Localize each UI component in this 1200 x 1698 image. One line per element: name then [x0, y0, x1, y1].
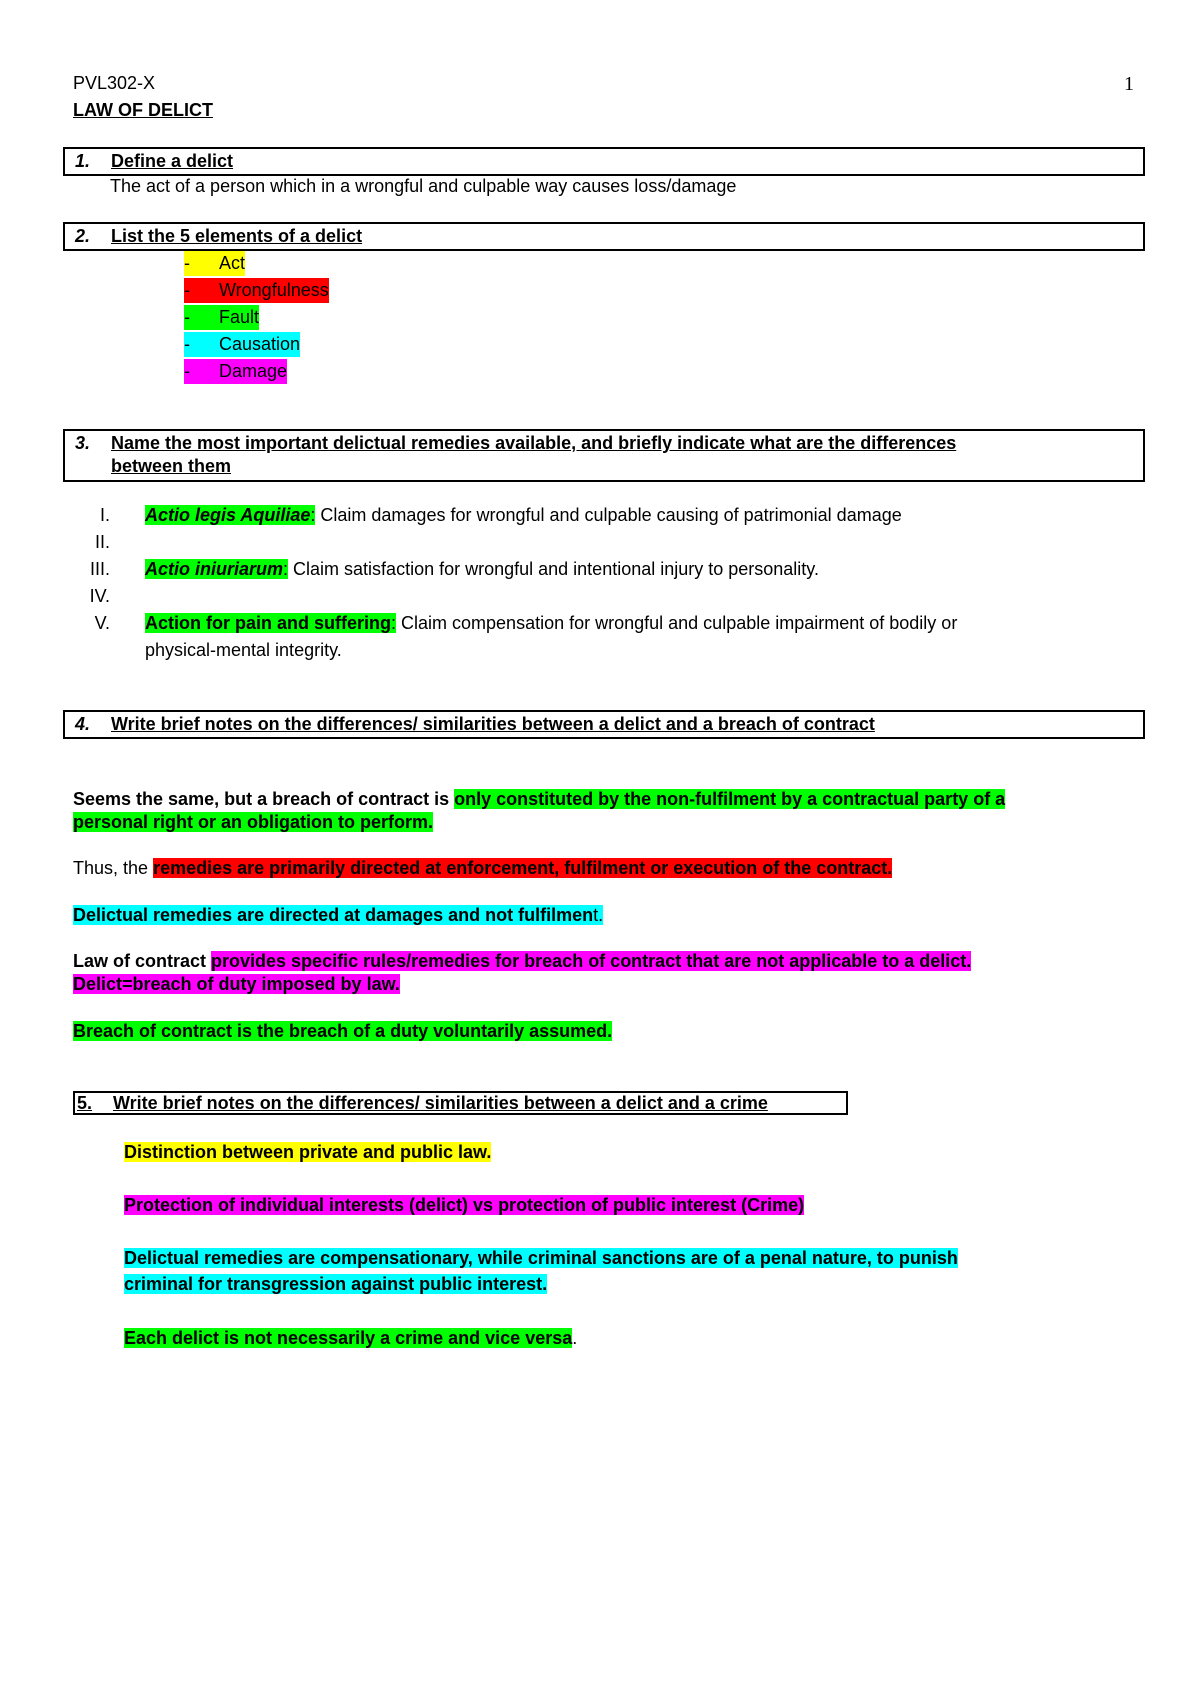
highlighted-text: only constituted by the non-fulfilment by a contractual party of a — [454, 789, 1006, 809]
roman-numeral: III. — [89, 559, 110, 579]
paragraph-delictual-remedies — [73, 904, 1133, 927]
highlighted-text-tail: t. — [593, 905, 604, 925]
roman-numeral: IV. — [89, 586, 110, 606]
question-number: 4. — [75, 714, 91, 734]
question-number: 5. — [77, 1093, 93, 1113]
highlighted-text: Protection of individual interests (delict) vs protection of public interest (Crime) — [124, 1195, 805, 1215]
list-bullet: - — [184, 307, 190, 327]
question-1-box — [63, 147, 1145, 176]
remedy-iniuriarum — [145, 556, 819, 583]
question-text: Define a delict — [111, 151, 234, 171]
paragraph-remedies-enforcement — [73, 857, 1133, 880]
question-3-box — [63, 429, 1145, 482]
highlighted-text: Delictual remedies are compensationary, while criminal sanctions are of a penal nature, to punish — [124, 1248, 958, 1268]
remedy-sep: : — [283, 559, 289, 579]
roman-numeral: I. — [99, 505, 110, 525]
paragraph-compensation-vs-penal — [124, 1245, 1124, 1297]
list-bullet: - — [184, 280, 190, 300]
element-item-causation — [184, 332, 300, 357]
question-number: 3. — [75, 433, 91, 453]
course-code: PVL302-X — [73, 73, 156, 93]
element-item-wrongfulness — [184, 278, 329, 303]
highlighted-text: provides specific rules/remedies for breach of contract that are not applicable to a delict. — [211, 951, 972, 971]
plain-text: Law of contract — [73, 951, 207, 971]
list-bullet: - — [184, 334, 190, 354]
remedy-aquiliae — [145, 502, 902, 529]
roman-numeral: II. — [94, 532, 110, 552]
roman-numeral: V. — [94, 613, 110, 633]
highlighted-text: Breach of contract is the breach of a duty voluntarily assumed. — [73, 1021, 613, 1041]
highlighted-text: criminal for transgression against public interest. — [124, 1274, 548, 1294]
remedy-sep: : — [391, 613, 397, 633]
highlighted-text: personal right or an obligation to perform. — [73, 812, 434, 832]
remedy-text-continuation: physical-mental integrity. — [145, 640, 342, 660]
element-item-act — [184, 251, 245, 276]
document-title: LAW OF DELICT — [73, 100, 213, 120]
question-number: 2. — [75, 226, 91, 246]
highlighted-text: Delict=breach of duty imposed by law. — [73, 974, 400, 994]
highlighted-text: remedies are primarily directed at enforcement, fulfilment or execution of the contract. — [153, 858, 893, 878]
remedy-sep: : — [310, 505, 316, 525]
question-2-box — [63, 222, 1145, 251]
paragraph-breach-definition — [73, 788, 1133, 834]
paragraph-breach-voluntary — [73, 1020, 1133, 1043]
remedy-text: Claim satisfaction for wrongful and intentional injury to personality. — [293, 559, 819, 579]
remedy-text: Claim damages for wrongful and culpable causing of patrimonial damage — [320, 505, 902, 525]
question-text-line2: between them — [111, 456, 232, 476]
paragraph-interests — [124, 1192, 1124, 1218]
paragraph-law-of-contract — [73, 950, 1133, 996]
question-5-box — [73, 1091, 848, 1115]
list-bullet: - — [184, 253, 190, 273]
plain-text: Seems the same, but a breach of contract is — [73, 789, 450, 809]
highlighted-text: Delictual remedies are directed at damages and not fulfilmen — [73, 905, 594, 925]
delict-definition: The act of a person which in a wrongful and culpable way causes loss/damage — [110, 176, 737, 196]
page-number: 1 — [1124, 73, 1134, 95]
question-text: List the 5 elements of a delict — [111, 226, 363, 246]
element-label: Wrongfulness — [219, 280, 329, 300]
highlighted-text: Each delict is not necessarily a crime and vice versa — [124, 1328, 573, 1348]
highlighted-text: Distinction between private and public law. — [124, 1142, 492, 1162]
element-label: Causation — [219, 334, 301, 354]
remedy-title: Actio legis Aquiliae — [145, 505, 311, 525]
element-item-fault — [184, 305, 259, 330]
plain-text: Thus, the — [73, 858, 149, 878]
list-bullet: - — [184, 361, 190, 381]
element-label: Act — [219, 253, 246, 273]
remedy-title: Action for pain and suffering — [145, 613, 391, 633]
question-text: Write brief notes on the differences/ similarities between a delict and a crime — [113, 1093, 768, 1113]
question-text: Write brief notes on the differences/ similarities between a delict and a breach of contract — [111, 714, 875, 734]
paragraph-not-necessarily-crime — [124, 1325, 1124, 1351]
element-label: Fault — [219, 307, 260, 327]
remedy-text: Claim compensation for wrongful and culpable impairment of bodily or — [401, 613, 958, 633]
paragraph-private-public — [124, 1139, 1124, 1165]
element-item-damage — [184, 359, 287, 384]
question-text: Name the most important delictual remedies available, and briefly indicate what are the differences — [111, 433, 957, 453]
punctuation: . — [572, 1328, 578, 1348]
question-number: 1. — [75, 151, 91, 171]
remedy-pain-suffering — [145, 610, 957, 637]
remedy-title: Actio iniuriarum — [145, 559, 284, 579]
element-label: Damage — [219, 361, 288, 381]
question-4-box — [63, 710, 1145, 739]
